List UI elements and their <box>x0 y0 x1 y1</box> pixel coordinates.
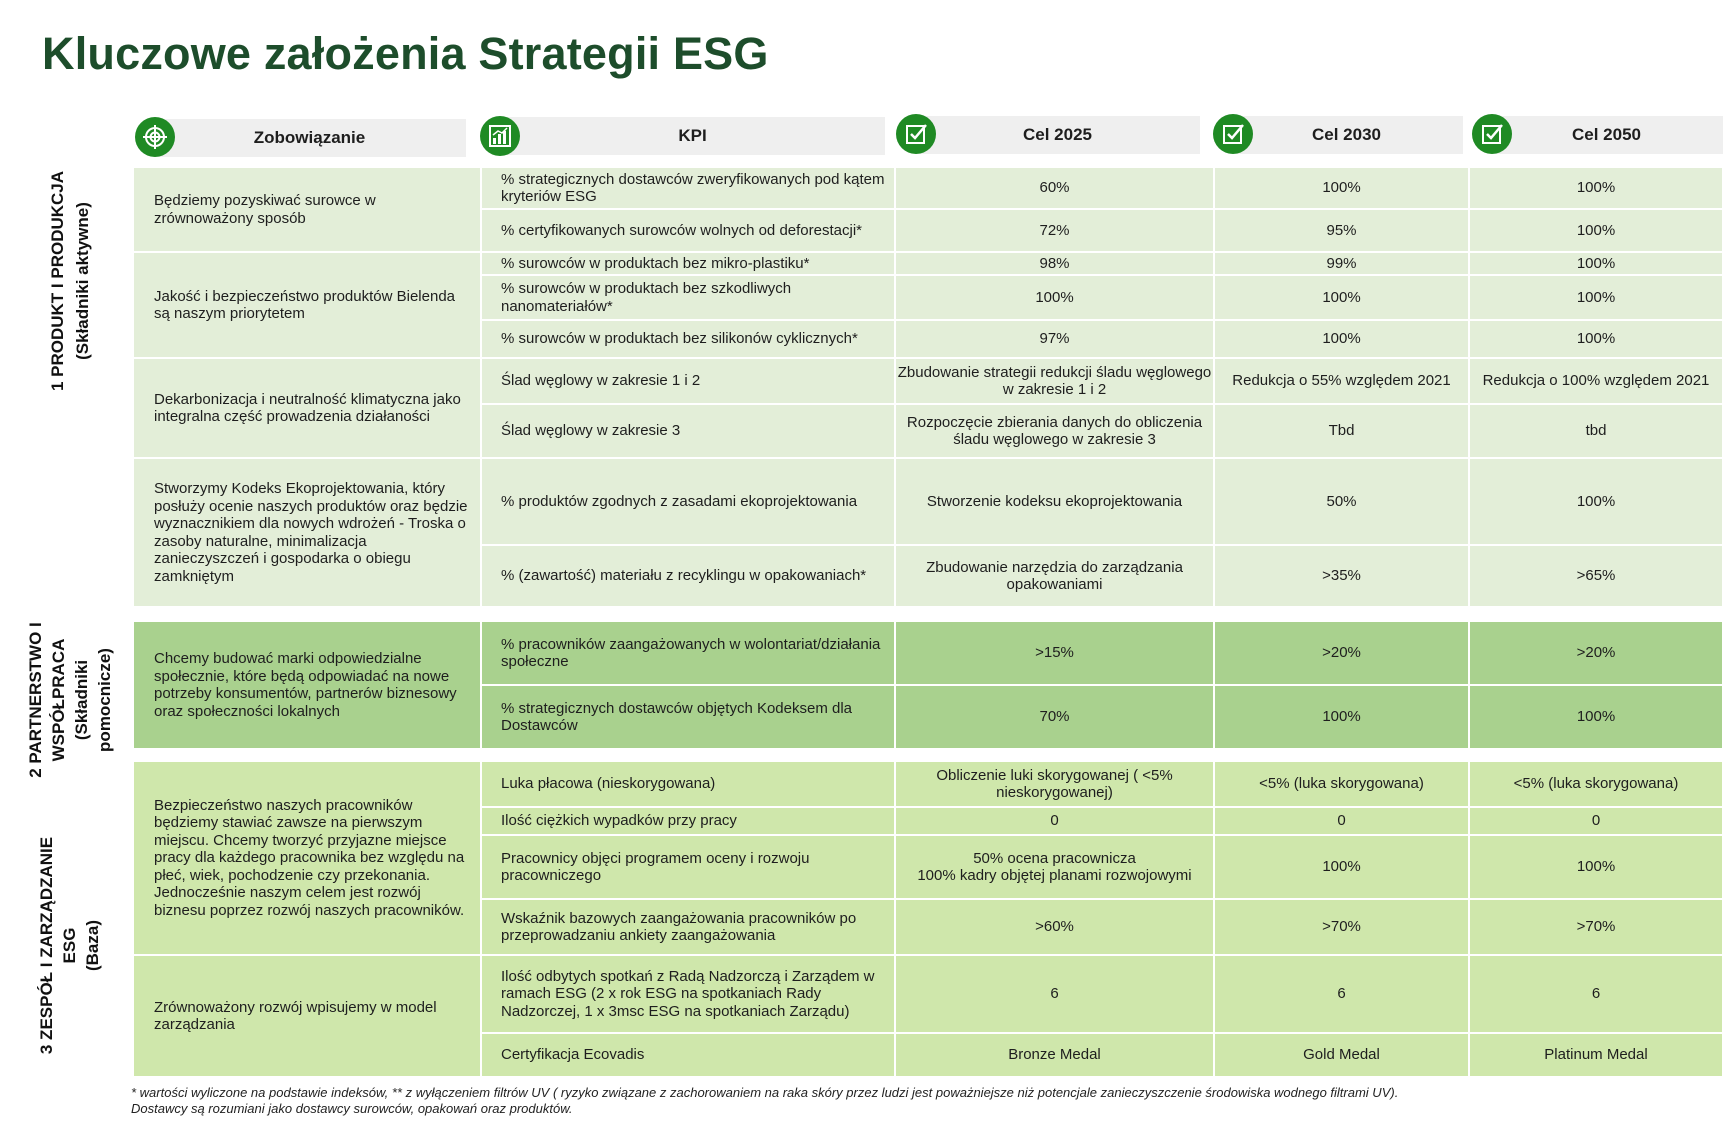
kpi-cell <box>482 210 894 251</box>
goal-2030-cell <box>1215 168 1468 208</box>
goal-2050-cell-text: 100% <box>1576 254 1616 272</box>
goal-2050-cell <box>1470 1034 1722 1076</box>
header-goal-2050 <box>1490 116 1723 154</box>
target-icon <box>135 117 175 157</box>
goal-2050-cell-text: >20% <box>1576 644 1616 662</box>
kpi-cell-text: % strategicznych dostawców zweryfikowanych pod kątem kryteriów ESG <box>501 170 885 205</box>
kpi-cell-text: Ślad węglowy w zakresie 1 i 2 <box>501 372 701 390</box>
goal-2030-cell-text: Gold Medal <box>1303 1046 1380 1064</box>
goal-2025-cell-text: 100% <box>1035 288 1074 306</box>
checkbox-icon <box>896 114 936 154</box>
commitment-cell-text: Będziemy pozyskiwać surowce w zrównoważony sposób <box>154 192 376 227</box>
goal-2050-cell <box>1470 900 1722 954</box>
goal-2025-cell <box>896 622 1213 684</box>
header-goal-2030-label: Cel 2030 <box>1312 125 1381 144</box>
kpi-cell-text: Luka płacowa (nieskorygowana) <box>501 775 716 793</box>
goal-2030-cell-text: <5% (luka skorygowana) <box>1259 775 1424 793</box>
goal-2025-cell <box>896 405 1213 457</box>
goal-2030-cell-text: >70% <box>1322 918 1361 936</box>
goal-2025-cell <box>896 321 1213 357</box>
goal-2030-cell <box>1215 900 1468 954</box>
goal-2025-cell-text: 72% <box>1039 221 1070 239</box>
kpi-cell <box>482 276 894 319</box>
goal-2050-cell-text: 100% <box>1576 708 1616 726</box>
goal-2025-cell <box>896 1034 1213 1076</box>
kpi-cell <box>482 359 894 403</box>
goal-2030-cell <box>1215 210 1468 251</box>
goal-2050-cell <box>1470 359 1722 403</box>
goal-2050-cell-text: >65% <box>1576 567 1616 585</box>
commitment-cell <box>134 359 480 457</box>
goal-2030-cell-text: 100% <box>1322 708 1361 726</box>
header-goal-2050-label: Cel 2050 <box>1572 125 1641 144</box>
kpi-cell-text: Wskaźnik bazowych zaangażowania pracowników po przeprowadzaniu ankiety zaangażowania <box>501 909 857 944</box>
commitment-cell <box>134 956 480 1076</box>
goal-2030-cell <box>1215 276 1468 319</box>
goal-2025-cell <box>896 686 1213 748</box>
goal-2050-cell-text: Redukcja o 100% względem 2021 <box>1482 372 1710 390</box>
goal-2050-cell-text: 100% <box>1576 492 1616 510</box>
commitment-cell-text: Dekarbonizacja i neutralność klimatyczna jako integralna część prowadzenia działaności <box>154 390 461 425</box>
commitment-cell-text: Bezpieczeństwo naszych pracowników będziemy stawiać zawsze na pierwszym miejscu. Chcemy tworzyć przyjazne miejsce pracy dla każdego pracownika bez względu na płeć, wiek, pochodzenie czy przekonania. Jednocześnie naszym celem jest rozwój biznesu poprzez rozwój naszych pracowników. <box>154 796 465 919</box>
section-2-subtitle: (Składniki pomocnicze) <box>72 648 114 752</box>
header-kpi-label: KPI <box>678 126 707 145</box>
goal-2030-cell <box>1215 836 1468 898</box>
goal-2050-cell-text: Platinum Medal <box>1544 1046 1648 1064</box>
kpi-cell <box>482 253 894 274</box>
goal-2030-cell-text: 0 <box>1337 812 1346 830</box>
goal-2030-cell <box>1215 622 1468 684</box>
kpi-cell-text: Ślad węglowy w zakresie 3 <box>501 422 681 440</box>
kpi-cell-text: % produktów zgodnych z zasadami ekoprojektowania <box>501 492 858 510</box>
goal-2030-cell <box>1215 956 1468 1032</box>
goal-2025-cell <box>896 546 1213 606</box>
commitment-cell-text: Stworzymy Kodeks Ekoprojektowania, który posłuży ocenie naszych produktów oraz będzie wyznacznikiem dla nowych wdrożeń - Troska o zasoby naturalne, minimalizacja zanieczyszczeń i gospodarka o obiegu zamkniętym <box>154 480 468 585</box>
goal-2030-cell-text: >35% <box>1322 567 1361 585</box>
kpi-cell-text: % pracowników zaangażowanych w wolontariat/działania społeczne <box>501 635 881 670</box>
page-title: Kluczowe założenia Strategii ESG <box>42 28 769 79</box>
section-1-label <box>30 166 110 396</box>
section-2-name: 2 PARTNERSTWO I WSPÓŁPRACA <box>26 622 68 778</box>
goal-2050-cell <box>1470 321 1722 357</box>
goal-2030-cell-text: 6 <box>1337 985 1346 1003</box>
section-2-label <box>20 610 120 790</box>
goal-2025-cell <box>896 836 1213 898</box>
kpi-cell-text: % surowców w produktach bez szkodliwych nanomateriałów* <box>501 280 792 315</box>
kpi-cell <box>482 321 894 357</box>
goal-2050-cell <box>1470 762 1722 806</box>
goal-2030-cell <box>1215 762 1468 806</box>
goal-2050-cell-text: 100% <box>1576 288 1616 306</box>
goal-2050-cell-text: 100% <box>1576 330 1616 348</box>
goal-2050-cell-text: >70% <box>1576 918 1616 936</box>
goal-2025-cell <box>896 168 1213 208</box>
goal-2025-cell <box>896 210 1213 251</box>
checkbox-icon <box>1472 114 1512 154</box>
goal-2030-cell <box>1215 405 1468 457</box>
goal-2025-cell <box>896 900 1213 954</box>
goal-2025-cell-text: 0 <box>1050 812 1059 830</box>
goal-2025-cell <box>896 762 1213 806</box>
kpi-cell <box>482 808 894 834</box>
goal-2030-cell-text: 100% <box>1322 858 1361 876</box>
goal-2025-cell-text: 97% <box>1039 330 1070 348</box>
commitment-cell-text: Zrównoważony rozwój wpisujemy w model zarządzania <box>154 998 437 1033</box>
goal-2025-cell-text: 60% <box>1039 179 1070 197</box>
commitment-cell-text: Jakość i bezpieczeństwo produktów Bielenda są naszym priorytetem <box>154 287 456 322</box>
goal-2025-cell-text: >60% <box>1035 918 1074 936</box>
commitment-cell <box>134 622 480 748</box>
goal-2050-cell <box>1470 956 1722 1032</box>
commitment-cell-text: Chcemy budować marki odpowiedzialne społecznie, które będą odpowiadać na nowe potrzeby konsumentów, partnerów biznesowy oraz społeczności lokalnych <box>154 650 457 720</box>
goal-2050-cell <box>1470 836 1722 898</box>
goal-2025-cell-text: 50% ocena pracownicza 100% kadry objętej planami rozwojowymi <box>917 849 1192 884</box>
goal-2050-cell <box>1470 808 1722 834</box>
section-3-name: 3 ZESPÓŁ I ZARZĄDZANIE ESG <box>37 836 80 1054</box>
goal-2030-cell <box>1215 808 1468 834</box>
goal-2030-cell-text: 50% <box>1326 492 1357 510</box>
header-goal-2025-label: Cel 2025 <box>1023 125 1092 144</box>
commitment-cell <box>134 168 480 251</box>
kpi-cell <box>482 1034 894 1076</box>
kpi-cell <box>482 836 894 898</box>
goal-2030-cell <box>1215 253 1468 274</box>
kpi-cell-text: Ilość odbytych spotkań z Radą Nadzorczą i Zarządem w ramach ESG (2 x rok ESG na spotkaniach Rady Nadzorczej, 1 x 3msc ESG na spotkaniach Zarządu) <box>501 967 875 1020</box>
kpi-cell <box>482 900 894 954</box>
kpi-cell <box>482 546 894 606</box>
goal-2025-cell-text: 70% <box>1039 708 1070 726</box>
goal-2025-cell <box>896 359 1213 403</box>
footnote-2: Dostawcy są rozumiani jako dostawcy surowców, opakowań oraz produktów. <box>131 1101 573 1116</box>
goal-2030-cell <box>1215 546 1468 606</box>
goal-2025-cell-text: 6 <box>1050 985 1059 1003</box>
goal-2030-cell-text: 95% <box>1326 221 1357 239</box>
section-1-subtitle: (Składniki aktywne) <box>73 202 92 360</box>
goal-2025-cell-text: Rozpoczęcie zbierania danych do obliczenia śladu węglowego w zakresie 3 <box>906 413 1203 448</box>
goal-2025-cell-text: Bronze Medal <box>1008 1046 1101 1064</box>
goal-2050-cell <box>1470 686 1722 748</box>
kpi-cell-text: % (zawartość) materiału z recyklingu w opakowaniach* <box>501 567 867 585</box>
goal-2050-cell <box>1470 459 1722 544</box>
commitment-cell <box>134 253 480 357</box>
kpi-cell-text: Ilość ciężkich wypadków przy pracy <box>501 812 737 830</box>
kpi-cell-text: Certyfikacja Ecovadis <box>501 1046 645 1064</box>
footnote-1: * wartości wyliczone na podstawie indeksów, ** z wyłączeniem filtrów UV ( ryzyko związane z zachorowaniem na raka skóry przez ludzi jest poważniejsze niż potencjale zanieczyszczenie środowiska wodnego filtrami UV). <box>131 1085 1399 1100</box>
goal-2030-cell <box>1215 686 1468 748</box>
goal-2025-cell-text: Obliczenie luki skorygowanej ( <5% nieskorygowanej) <box>936 766 1173 801</box>
goal-2025-cell <box>896 253 1213 274</box>
kpi-cell-text: % surowców w produktach bez silikonów cyklicznych* <box>501 330 858 348</box>
goal-2030-cell-text: 100% <box>1322 330 1361 348</box>
goal-2030-cell <box>1215 321 1468 357</box>
section-3-subtitle: (Baza) <box>83 919 103 971</box>
goal-2025-cell-text: 98% <box>1039 254 1070 272</box>
goal-2025-cell <box>896 459 1213 544</box>
goal-2050-cell-text: 100% <box>1576 179 1616 197</box>
goal-2030-cell <box>1215 359 1468 403</box>
goal-2025-cell-text: >15% <box>1035 644 1074 662</box>
kpi-cell <box>482 762 894 806</box>
section-1-name: 1 PRODUKT I PRODUKCJA <box>48 170 67 392</box>
goal-2050-cell-text: <5% (luka skorygowana) <box>1513 775 1679 793</box>
goal-2030-cell <box>1215 1034 1468 1076</box>
kpi-cell-text: % certyfikowanych surowców wolnych od deforestacji* <box>501 221 862 239</box>
header-goal-2030 <box>1230 116 1463 154</box>
goal-2030-cell-text: 100% <box>1322 179 1361 197</box>
kpi-cell <box>482 405 894 457</box>
header-kpi <box>500 117 885 155</box>
goal-2030-cell <box>1215 459 1468 544</box>
checkbox-icon <box>1213 114 1253 154</box>
goal-2050-cell <box>1470 210 1722 251</box>
header-commitment <box>153 119 466 157</box>
kpi-cell-text: % strategicznych dostawców objętych Kodeksem dla Dostawców <box>501 699 853 734</box>
goal-2050-cell-text: 6 <box>1591 985 1601 1003</box>
kpi-cell <box>482 459 894 544</box>
goal-2050-cell <box>1470 622 1722 684</box>
kpi-cell <box>482 168 894 208</box>
goal-2030-cell-text: Redukcja o 55% względem 2021 <box>1232 372 1451 390</box>
header-commitment-label: Zobowiązanie <box>253 128 366 147</box>
kpi-cell <box>482 622 894 684</box>
kpi-cell-text: % surowców w produktach bez mikro-plastiku* <box>501 254 810 272</box>
goal-2025-cell <box>896 276 1213 319</box>
goal-2030-cell-text: Tbd <box>1328 422 1355 440</box>
goal-2030-cell-text: >20% <box>1322 644 1361 662</box>
goal-2025-cell-text: Zbudowanie narzędzia do zarządzania opakowaniami <box>926 558 1183 593</box>
goal-2030-cell-text: 99% <box>1326 254 1357 272</box>
goal-2025-cell-text: Zbudowanie strategii redukcji śladu węglowego w zakresie 1 i 2 <box>897 363 1212 398</box>
commitment-cell <box>134 762 480 954</box>
commitment-cell <box>134 459 480 606</box>
header-goal-2025 <box>915 116 1200 154</box>
goal-2025-cell <box>896 808 1213 834</box>
kpi-cell-text: Pracownicy objęci programem oceny i rozwoju pracowniczego <box>501 849 810 884</box>
goal-2050-cell <box>1470 168 1722 208</box>
goal-2050-cell-text: 100% <box>1576 858 1616 876</box>
goal-2050-cell <box>1470 276 1722 319</box>
goal-2050-cell-text: 0 <box>1591 812 1601 830</box>
goal-2050-cell <box>1470 253 1722 274</box>
goal-2050-cell-text: tbd <box>1585 422 1607 440</box>
kpi-cell <box>482 686 894 748</box>
goal-2025-cell-text: Stworzenie kodeksu ekoprojektowania <box>926 492 1183 510</box>
goal-2030-cell-text: 100% <box>1322 288 1361 306</box>
kpi-cell <box>482 956 894 1032</box>
section-3-label <box>20 820 120 1070</box>
goal-2050-cell-text: 100% <box>1576 221 1616 239</box>
goal-2025-cell <box>896 956 1213 1032</box>
bar-chart-icon <box>480 116 520 156</box>
goal-2050-cell <box>1470 405 1722 457</box>
goal-2050-cell <box>1470 546 1722 606</box>
